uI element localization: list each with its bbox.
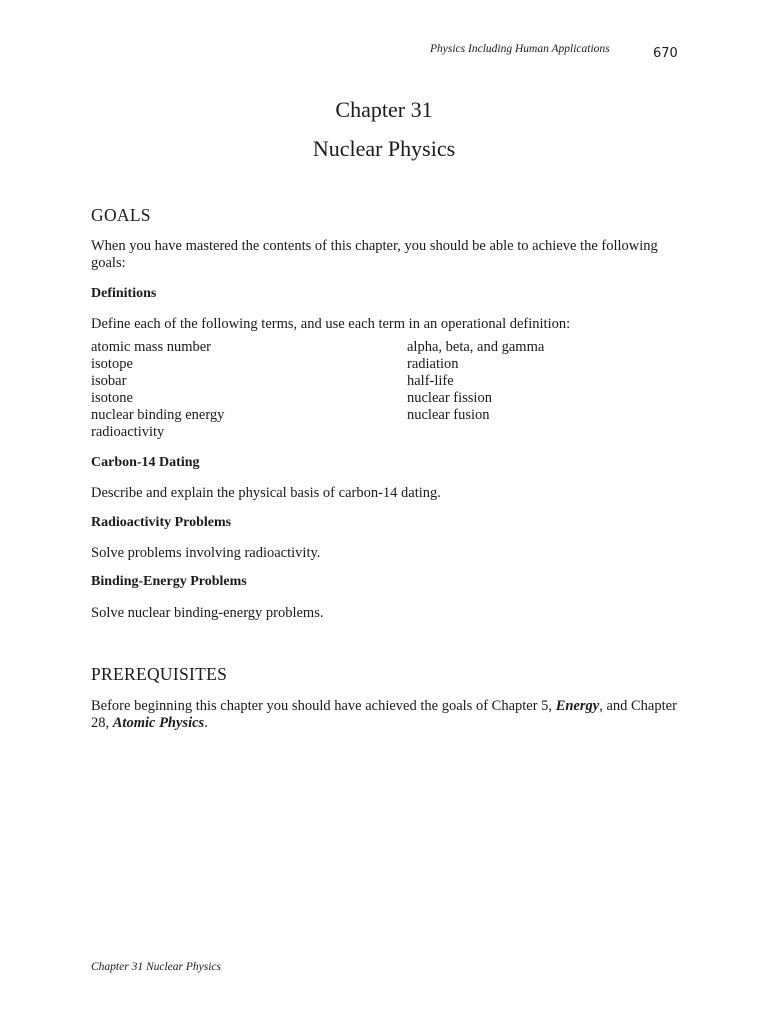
chapter-title: Nuclear Physics	[312, 136, 456, 161]
term-item: radioactivity	[91, 424, 165, 440]
binding-energy-heading: Binding-Energy Problems	[91, 574, 247, 589]
term-item: isotope	[91, 356, 133, 372]
term-item: alpha, beta, and gamma	[407, 339, 545, 355]
terms-left-column	[91, 339, 224, 441]
prerequisites-heading: PREREQUISITES	[91, 664, 228, 684]
definitions-heading: Definitions	[91, 286, 157, 301]
binding-energy-text: Solve nuclear binding-energy problems.	[91, 605, 324, 621]
chapter-number: Chapter 31	[335, 97, 433, 122]
prerequisite-ref-energy: Energy	[555, 698, 600, 714]
terms-right-column	[407, 339, 544, 424]
radioactivity-text: Solve problems involving radioactivity.	[91, 545, 321, 561]
running-footer: Chapter 31 Nuclear Physics	[91, 961, 221, 973]
term-item: isotone	[91, 390, 133, 406]
term-item: nuclear binding energy	[91, 407, 225, 423]
prerequisites-text-part: Before beginning this chapter you should have achieved the goals of Chapter 5,	[91, 698, 556, 714]
goals-intro: When you have mastered the contents of this chapter, you should be able to achieve the following goals:	[91, 238, 658, 271]
carbon-dating-text: Describe and explain the physical basis of carbon-14 dating.	[91, 485, 441, 501]
running-header-title: Physics Including Human Applications	[430, 43, 610, 55]
carbon-dating-heading: Carbon-14 Dating	[91, 455, 200, 470]
definitions-text: Define each of the following terms, and use each term in an operational definition:	[91, 316, 571, 332]
term-item: isobar	[91, 373, 127, 389]
term-item: nuclear fission	[407, 390, 492, 406]
prerequisites-text-part: , and Chapter 28,	[91, 698, 677, 731]
goals-heading: GOALS	[91, 205, 151, 225]
term-item: atomic mass number	[91, 339, 212, 355]
term-item: half-life	[407, 373, 454, 389]
radioactivity-heading: Radioactivity Problems	[91, 515, 232, 530]
prerequisites-text-part: .	[204, 715, 208, 731]
term-item: radiation	[407, 356, 459, 372]
term-item: nuclear fusion	[407, 407, 490, 423]
prerequisite-ref-atomic-physics: Atomic Physics	[112, 715, 205, 731]
prerequisites-text	[91, 698, 681, 732]
page-number: 670	[653, 46, 678, 61]
